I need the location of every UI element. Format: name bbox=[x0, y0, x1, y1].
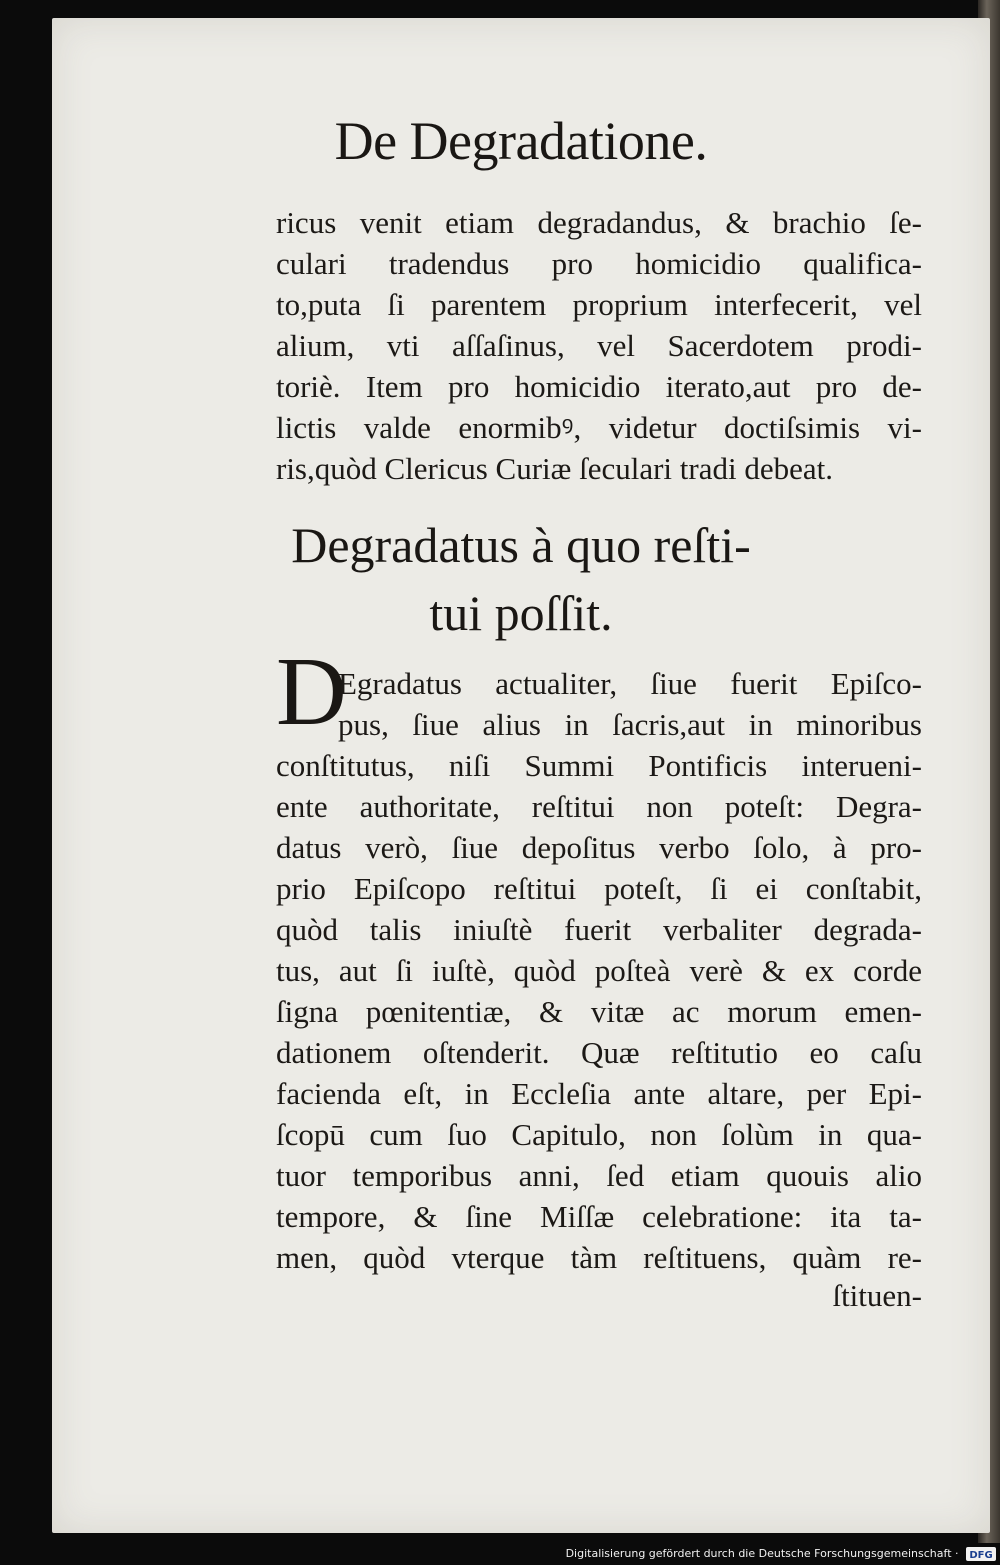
text-line: toriè. Item pro homicidio iterato,aut pro de- bbox=[276, 369, 922, 404]
digitization-credit bbox=[558, 1543, 1000, 1565]
text-line: to,puta ſi parentem proprium interfecerit, vel bbox=[276, 287, 922, 322]
text-line: culari tradendus pro homicidio qualifica- bbox=[276, 246, 922, 281]
dfg-logo-icon bbox=[966, 1547, 996, 1561]
text-line: lictis valde enormibꝰ, videtur doctiſsimis vi- bbox=[276, 410, 922, 445]
text-line: men, quòd vterque tàm reſtituens, quàm re- bbox=[276, 1240, 922, 1275]
text-line: dationem oſtenderit. Quæ reſtitutio eo caſu bbox=[276, 1035, 922, 1070]
text-line: ſcopū cum ſuo Capitulo, non ſolùm in qua- bbox=[276, 1117, 922, 1152]
text-line: ris,quòd Clericus Curiæ ſeculari tradi debeat. bbox=[276, 451, 833, 486]
book-page bbox=[52, 18, 990, 1533]
text-line: alium, vti aſſaſinus, vel Sacerdotem prodi- bbox=[276, 328, 922, 363]
text-line: tuor temporibus anni, ſed etiam quouis alio bbox=[276, 1158, 922, 1193]
text-line: ricus venit etiam degradandus, & brachio ſe- bbox=[276, 205, 922, 240]
main-paragraph bbox=[276, 663, 922, 1278]
text-line: pus, ſiue alius in ſacris,aut in minoribus bbox=[338, 707, 922, 742]
section-heading-line-1: Degradatus à quo reſti- bbox=[291, 517, 751, 573]
top-paragraph bbox=[276, 202, 922, 489]
dfg-logo-text: DFG bbox=[969, 1550, 993, 1561]
text-line: ſigna pœnitentiæ, & vitæ ac morum emen- bbox=[276, 994, 922, 1029]
text-line: tus, aut ſi iuſtè, quòd poſteà verè & ex corde bbox=[276, 953, 922, 988]
running-head: De Degradatione. bbox=[334, 111, 708, 171]
text-line: tempore, & ſine Miſſæ celebratione: ita ta- bbox=[276, 1199, 922, 1234]
drop-cap: D bbox=[276, 638, 347, 746]
catchword: ſtituen- bbox=[832, 1278, 922, 1313]
text-line: datus verò, ſiue depoſitus verbo ſolo, à pro- bbox=[276, 830, 922, 865]
text-line: ente authoritate, reſtitui non poteſt: Degra- bbox=[276, 789, 922, 824]
text-line: conſtitutus, niſi Summi Pontificis interueni- bbox=[276, 748, 922, 783]
text-line: quòd talis iniuſtè fuerit verbaliter degrada- bbox=[276, 912, 922, 947]
credit-text: Digitalisierung gefördert durch die Deutsche Forschungsgemeinschaft · bbox=[565, 1547, 959, 1560]
section-heading-line-2: tui poſſit. bbox=[429, 585, 613, 641]
text-line: Egradatus actualiter, ſiue fuerit Epiſco- bbox=[338, 666, 922, 701]
text-line: facienda eſt, in Eccleſia ante altare, per Epi- bbox=[276, 1076, 922, 1111]
text-line: prio Epiſcopo reſtitui poteſt, ſi ei conſtabit, bbox=[276, 871, 922, 906]
